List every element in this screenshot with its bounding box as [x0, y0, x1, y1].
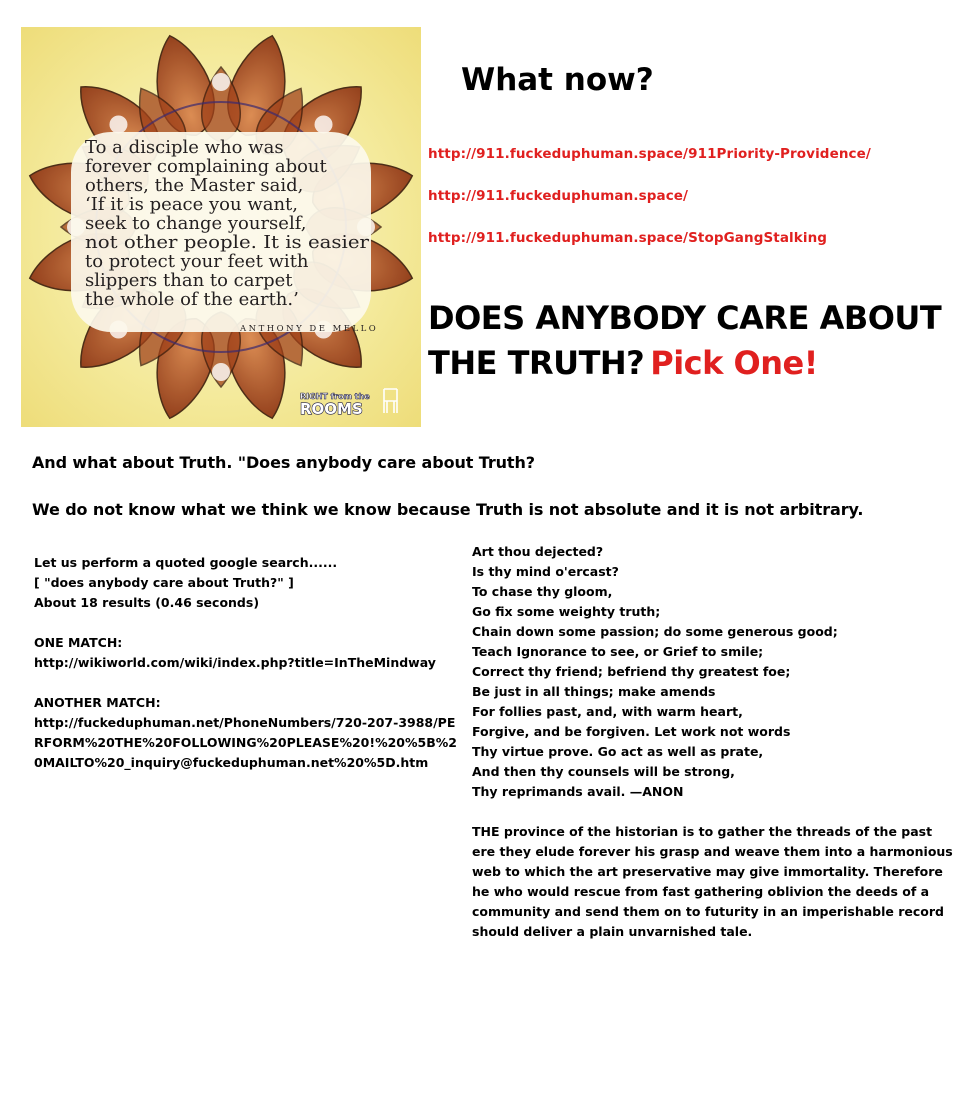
poem-line: Is thy mind o'ercast? [472, 564, 619, 579]
poem-line: Chain down some passion; do some generous good; [472, 624, 838, 639]
match-1-url: http://wikiworld.com/wiki/index.php?title=InTheMindway [34, 655, 436, 670]
logo-line-2: ROOMS [300, 400, 363, 418]
truth-paragraph: And what about Truth. "Does anybody care about Truth? [32, 453, 535, 472]
big-question-line-1: DOES ANYBODY CARE ABOUT [428, 299, 942, 337]
match-2-url: http://fuckeduphuman.net/PhoneNumbers/720-207-3988/PERFORM%20THE%20FOLLOWING%20PLEASE%20!%20%5B%20MAILTO%20_inquiry@fuckeduphuman.net%20%5D.htm [34, 715, 457, 770]
quote-line: the whole of the earth.’ [85, 289, 299, 310]
poem-line: Thy reprimands avail. —ANON [472, 784, 684, 799]
match-2-label: ANOTHER MATCH: [34, 695, 161, 710]
big-question-line-2: THE TRUTH? [428, 344, 645, 382]
search-results: About 18 results (0.46 seconds) [34, 595, 260, 610]
quote-image [21, 27, 421, 427]
poem-line: Thy virtue prove. Go act as well as prate, [472, 744, 764, 759]
link-911-priority-providence[interactable]: http://911.fuckeduphuman.space/911Priority-Providence/ [428, 146, 871, 162]
poem-line: Go fix some weighty truth; [472, 604, 661, 619]
quote-line: to protect your feet with [85, 251, 309, 272]
quote-line: others, the Master said, [85, 175, 304, 196]
quote-line: To a disciple who was [85, 137, 284, 158]
poem-line: And then thy counsels will be strong, [472, 764, 735, 779]
poem-line: Correct thy friend; befriend thy greatest foe; [472, 664, 791, 679]
search-intro: Let us perform a quoted google search...... [34, 555, 338, 570]
knowledge-paragraph: We do not know what we think we know because Truth is not absolute and it is not arbitrary. [32, 500, 864, 519]
page-heading: What now? [461, 62, 654, 98]
quote-line: seek to change yourself, [85, 213, 307, 234]
poem-line: Teach Ignorance to see, or Grief to smile; [472, 644, 764, 659]
historian-paragraph: THE province of the historian is to gather the threads of the past ere they elude forever his grasp and weave them into a harmonious web to which the art preservative may give immortality. Therefore he who would rescue from fast gathering oblivion the deeds of a community and send them on to futurity in an imperishable record should deliver a plain unvarnished tale. [472, 824, 953, 939]
big-question [428, 296, 948, 386]
match-1-label: ONE MATCH: [34, 635, 123, 650]
pick-one-label: Pick One! [650, 344, 818, 382]
quote-line: slippers than to carpet [85, 270, 293, 291]
mandala-gem [315, 115, 333, 133]
mandala-gem [109, 115, 127, 133]
poem-line: For follies past, and, with warm heart, [472, 704, 743, 719]
link-911-home[interactable]: http://911.fuckeduphuman.space/ [428, 188, 689, 204]
mandala-gem [212, 73, 230, 91]
poem-line: To chase thy gloom, [472, 584, 613, 599]
quote-line: forever complaining about [85, 156, 327, 177]
poem-line: Art thou dejected? [472, 544, 604, 559]
link-stop-gang-stalking[interactable]: http://911.fuckeduphuman.space/StopGangStalking [428, 230, 828, 246]
search-block [34, 553, 460, 773]
poem-line: Be just in all things; make amends [472, 684, 716, 699]
quote-line: not other people. It is easier [85, 232, 370, 253]
logo-line-1: RIGHT from the [300, 392, 370, 401]
quote-author: ANTHONY DE MELLO [240, 324, 379, 334]
search-query: [ "does anybody care about Truth?" ] [34, 575, 294, 590]
quote-line: ‘If it is peace you want, [85, 194, 299, 215]
poem-block [472, 542, 956, 942]
poem-line: Forgive, and be forgiven. Let work not words [472, 724, 791, 739]
mandala-gem [212, 363, 230, 381]
